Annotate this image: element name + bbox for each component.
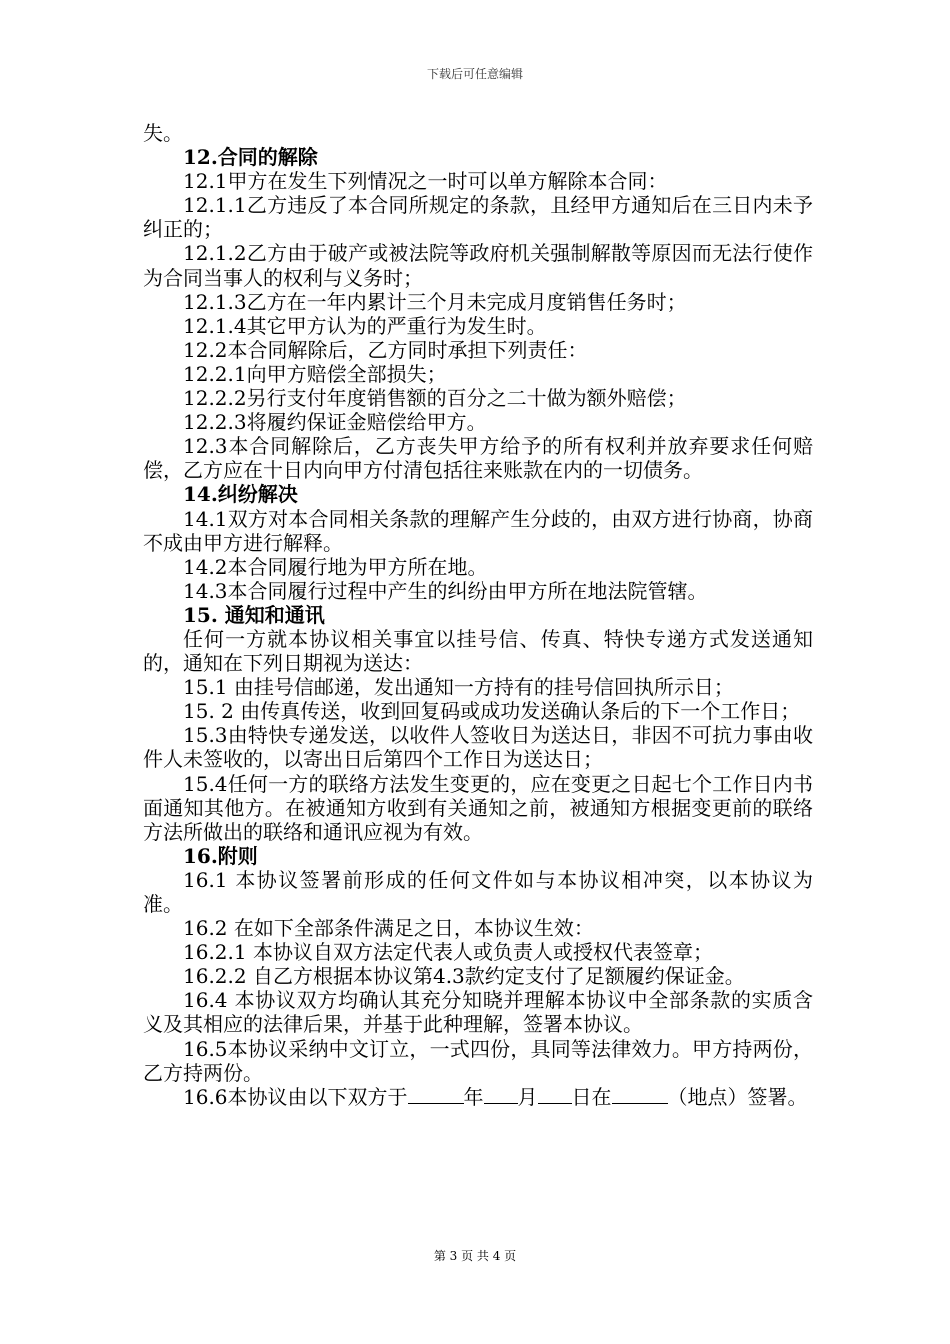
clause-paragraph: 14.1双方对本合同相关条款的理解产生分歧的，由双方进行协商，协商不成由甲方进行解释。 [143,506,813,555]
clause-paragraph: 15. 2 由传真传送，收到回复码或成功发送确认条后的下一个工作日； [183,699,801,724]
section-heading: 12.合同的解除 [183,145,318,170]
year-blank [408,1085,464,1104]
place-blank [612,1085,668,1104]
section-heading: 14.纠纷解决 [183,482,298,507]
day-blank [538,1085,572,1104]
signing-year-label: 年 [463,1084,484,1109]
signing-day-label: 日在 [571,1084,612,1109]
section-heading: 15. 通知和通讯 [183,602,325,627]
section-heading: 16.附则 [183,843,258,868]
clause-paragraph: 12.2.1向甲方赔偿全部损失； [183,361,447,386]
clause-paragraph: 任何一方就本协议相关事宜以挂号信、传真、特快专递方式发送通知的，通知在下列日期视为送达： [143,626,813,676]
clause-paragraph: 12.1.4其它甲方认为的严重行为发生时。 [183,313,547,338]
signing-place-label: （地点）签署。 [667,1084,808,1109]
clause-paragraph: 12.2.3将履约保证金赔偿给甲方。 [183,410,487,435]
clause-paragraph: 16.4 本协议双方均确认其充分知晓并理解本协议中全部条款的实质含义及其相应的法律后果，并基于此种理解，签署本协议。 [143,988,813,1037]
clause-paragraph: 12.1.1乙方违反了本合同所规定的条款，且经甲方通知后在三日内未予纠正的； [143,193,813,242]
clause-paragraph: 16.2.2 自乙方根据本协议第4.3款约定支付了足额履约保证金。 [183,964,745,989]
signing-prefix: 16.6本协议由以下双方于 [183,1084,408,1109]
clause-paragraph: 16.5本协议采纳中文订立，一式四份，具同等法律效力。甲方持两份，乙方持两份。 [143,1036,813,1085]
clause-paragraph: 12.2本合同解除后，乙方同时承担下列责任： [183,337,588,362]
clause-paragraph: 15.3由特快专递发送，以收件人签收日为送达日，非因不可抗力事由收件人未签收的，以寄出日后第四个工作日为送达日； [143,723,813,772]
clause-paragraph: 16.2.1 本协议自双方法定代表人或负责人或授权代表签章； [183,940,713,965]
clause-paragraph: 15.4任何一方的联络方法发生变更的，应在变更之日起七个工作日内书面通知其他方。在被通知方收到有关通知之前，被通知方根据变更前的联络方法所做出的联络和通讯应视为有效。 [143,771,813,844]
signing-month-label: 月 [517,1084,538,1109]
clause-paragraph: 16.1 本协议签署前形成的任何文件如与本协议相冲突，以本协议为准。 [143,867,813,916]
clause-paragraph: 12.1.3乙方在一年内累计三个月未完成月度销售任务时； [183,289,687,314]
clause-paragraph: 14.2本合同履行地为甲方所在地。 [183,554,488,579]
month-blank [484,1085,518,1104]
clause-paragraph: 12.1.2乙方由于破产或被法院等政府机关强制解散等原因而无法行使作为合同当事人的权利与义务时； [143,241,813,290]
page-footer: 第 3 页 共 4 页 [433,1249,517,1263]
clause-paragraph: 14.3本合同履行过程中产生的纠纷由甲方所在地法院管辖。 [183,578,708,603]
clause-paragraph: 12.1甲方在发生下列情况之一时可以单方解除本合同： [183,169,668,194]
clause-paragraph: 12.2.2另行支付年度销售额的百分之二十做为额外赔偿； [183,386,687,411]
clause-paragraph: 12.3本合同解除后，乙方丧失甲方给予的所有权利并放弃要求任何赔偿，乙方应在十日内向甲方付清包括往来账款在内的一切债务。 [143,434,813,483]
clause-paragraph: 失。 [143,121,183,145]
page-header: 下载后可任意编辑 [426,67,523,81]
clause-paragraph: 15.1 由挂号信邮递，发出通知一方持有的挂号信回执所示日； [183,675,734,700]
document-body [143,121,813,1109]
clause-paragraph: 16.2 在如下全部条件满足之日，本协议生效： [183,916,594,941]
signing-clause [143,1085,813,1109]
